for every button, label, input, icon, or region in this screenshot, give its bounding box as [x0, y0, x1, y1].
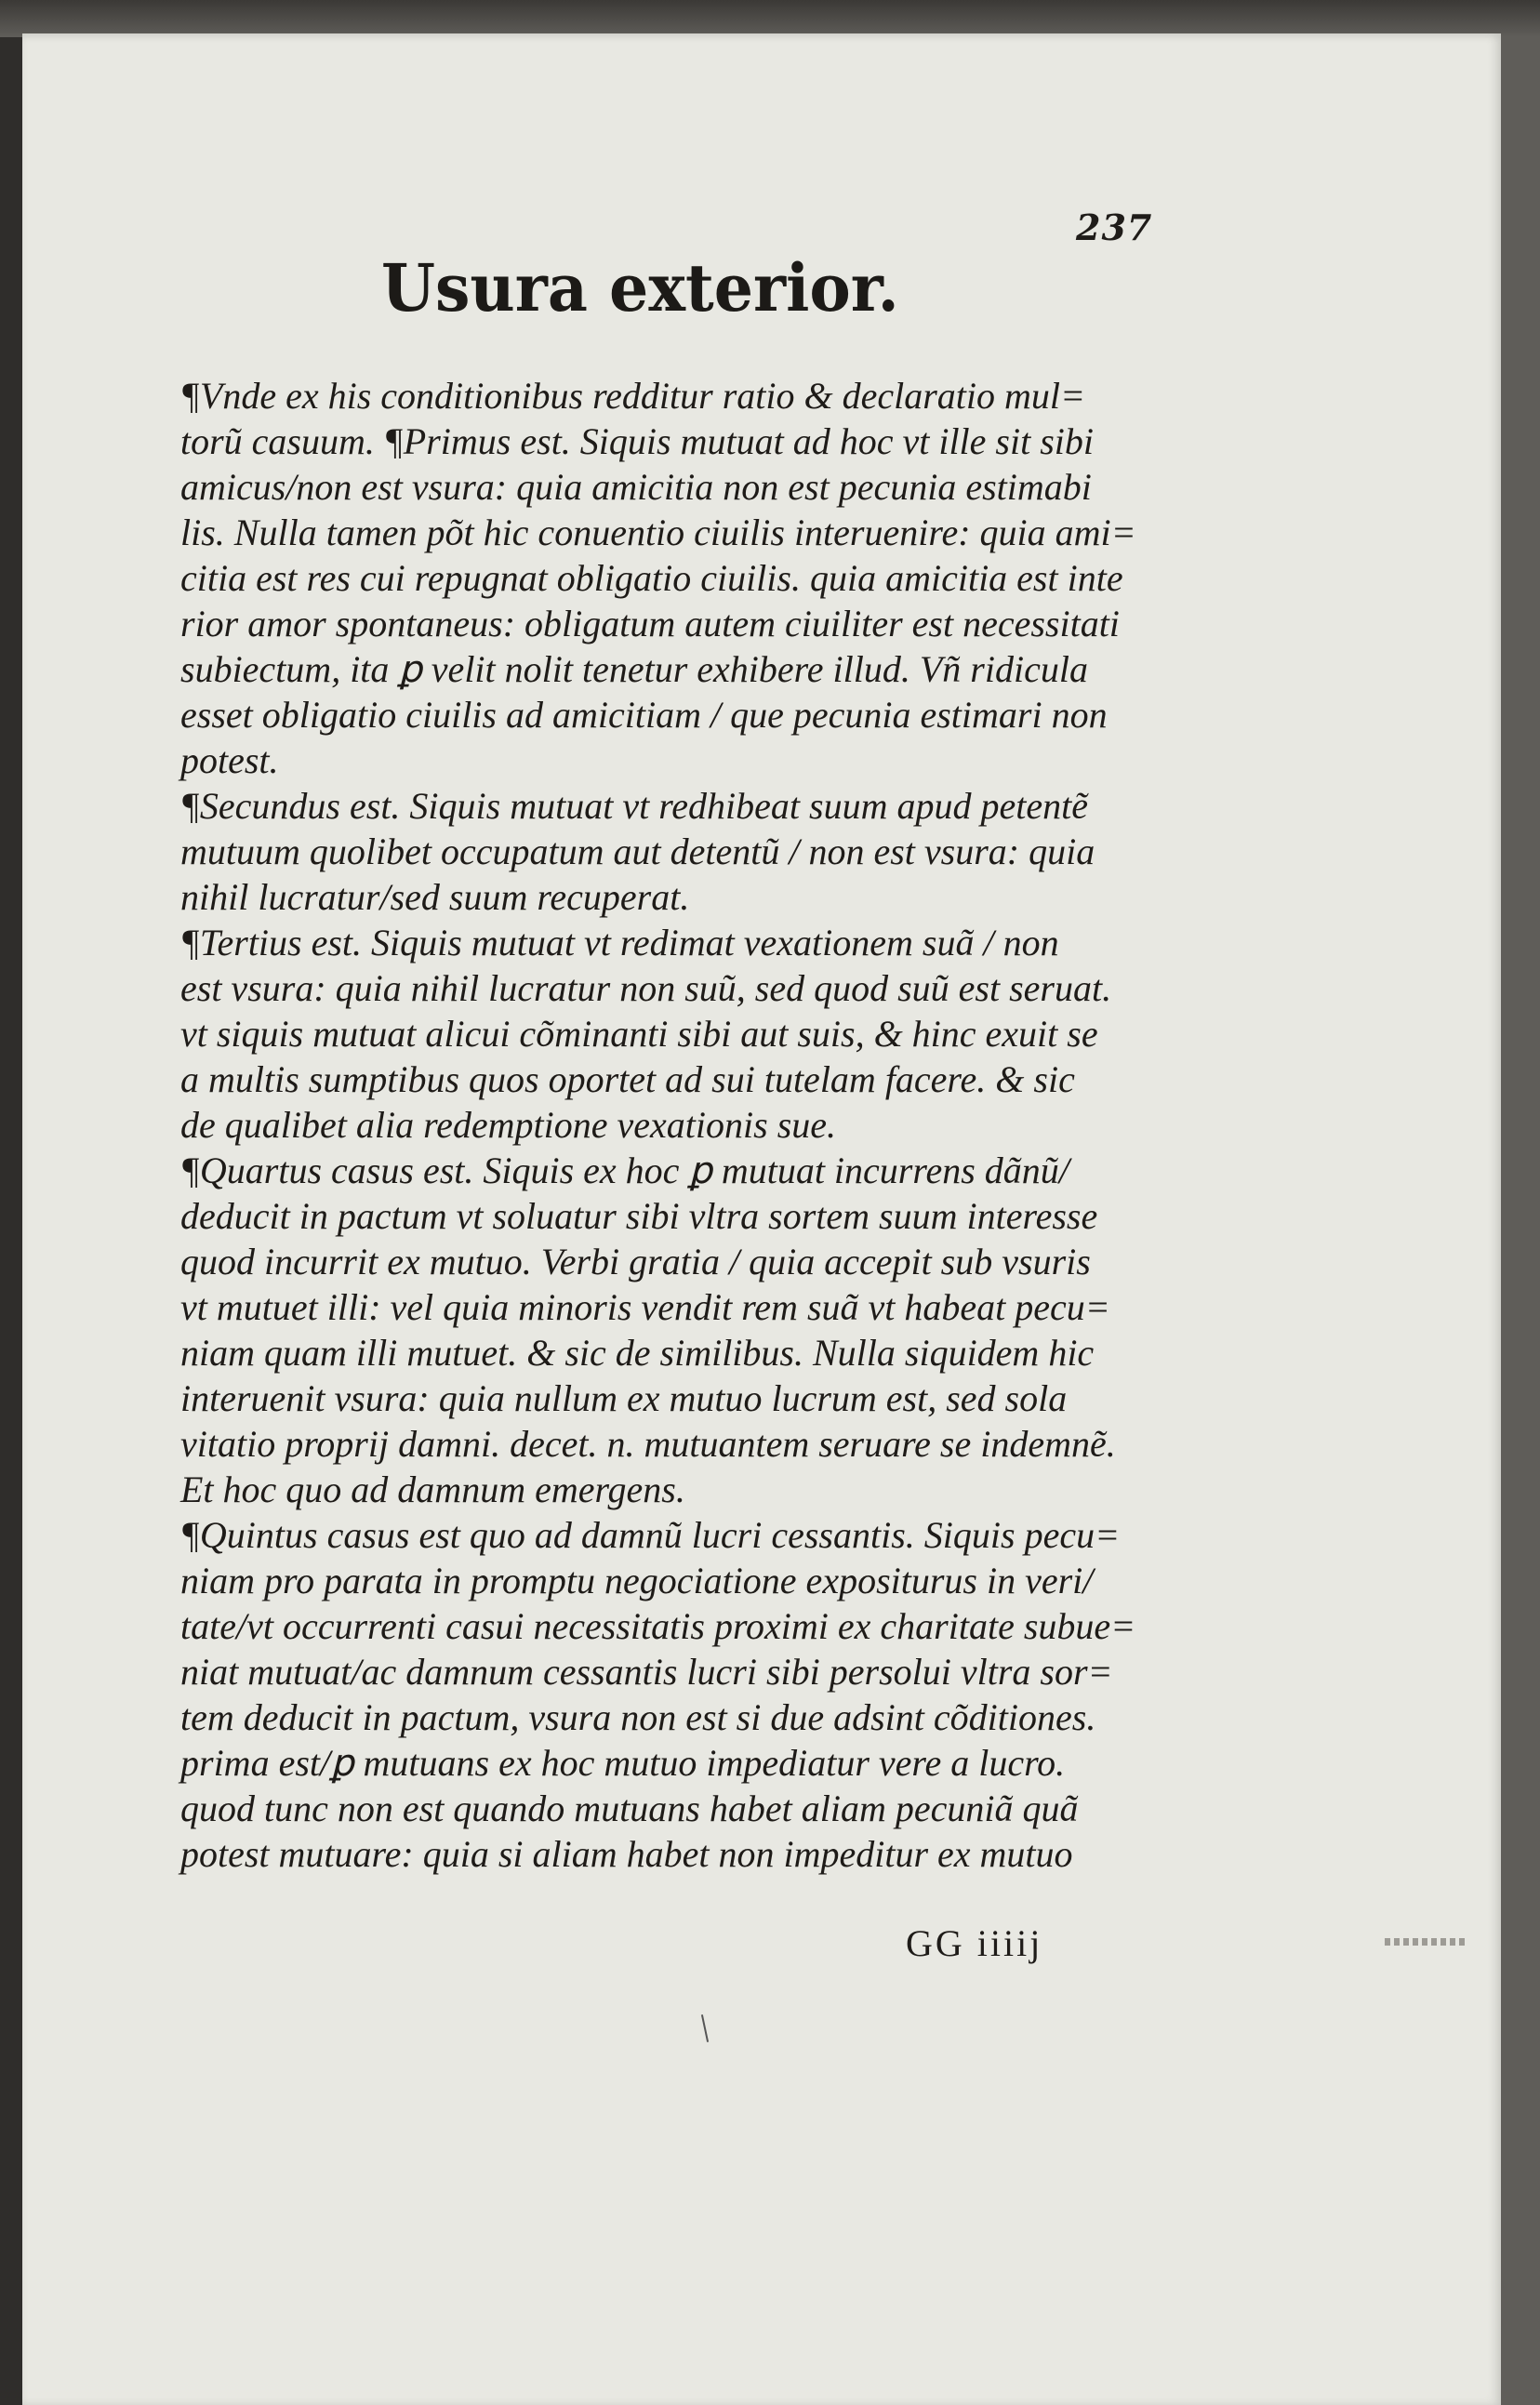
text-line: ¶Vnde ex his conditionibus redditur ratio & declaratio mul=	[180, 375, 1086, 417]
text-line: rior amor spontaneus: obligatum autem ciuiliter est necessitati	[180, 603, 1120, 644]
text-line: vt siquis mutuat alicui cõminanti sibi aut suis, & hinc exuit se	[180, 1013, 1098, 1055]
text-line: potest mutuare: quia si aliam habet non impeditur ex mutuo	[180, 1833, 1073, 1875]
text-block	[180, 373, 1148, 1877]
text-line: mutuum quolibet occupatum aut detentũ / non est vsura: quia	[180, 830, 1095, 872]
text-line: niat mutuat/ac damnum cessantis lucri sibi persolui vltra sor=	[180, 1651, 1113, 1693]
text-line: a multis sumptibus quos oportet ad sui tutelam facere. & sic	[180, 1058, 1075, 1100]
text-line: vitatio proprij damni. decet. n. mutuantem seruare se indemnẽ.	[180, 1423, 1116, 1465]
folio-number: 237	[1076, 206, 1153, 248]
text-line: est vsura: quia nihil lucratur non suũ, sed quod suũ est seruat.	[180, 967, 1112, 1009]
running-head: Usura exterior.	[381, 249, 899, 326]
text-line: ¶Secundus est. Siquis mutuat vt redhibeat suum apud petentẽ	[180, 785, 1088, 827]
text-line: esset obligatio ciuilis ad amicitiam / que pecunia estimari non	[180, 694, 1108, 736]
text-line: interuenit vsura: quia nullum ex mutuo lucrum est, sed sola	[180, 1377, 1068, 1419]
ink-smudge	[1385, 1938, 1468, 1946]
scanner-edge-top	[0, 0, 1540, 37]
text-line: de qualibet alia redemptione vexationis sue.	[180, 1104, 837, 1146]
text-line: lis. Nulla tamen põt hic conuentio ciuilis interuenire: quia ami=	[180, 512, 1136, 553]
text-line: quod incurrit ex mutuo. Verbi gratia / quia accepit sub vsuris	[180, 1241, 1091, 1282]
ink-mark	[701, 2014, 709, 2042]
text-line: nihil lucratur/sed suum recuperat.	[180, 876, 690, 918]
signature-mark: GG iiiij	[906, 1922, 1043, 1964]
text-line: Et hoc quo ad damnum emergens.	[180, 1468, 685, 1510]
text-line: niam quam illi mutuet. & sic de similibus. Nulla siquidem hic	[180, 1332, 1095, 1374]
text-line: torũ casuum. ¶Primus est. Siquis mutuat ad hoc vt ille sit sibi	[180, 420, 1095, 462]
text-line: subiectum, ita ꝑ velit nolit tenetur exhibere illud. Vñ ridicula	[180, 648, 1088, 690]
text-line: ¶Tertius est. Siquis mutuat vt redimat vexationem suã / non	[180, 922, 1059, 963]
text-line: ¶Quintus casus est quo ad damnũ lucri cessantis. Siquis pecu=	[180, 1514, 1121, 1556]
text-line: prima est/ꝑ mutuans ex hoc mutuo impediatur vere a lucro.	[180, 1742, 1066, 1784]
text-line: potest.	[180, 739, 279, 781]
text-line: ¶Quartus casus est. Siquis ex hoc ꝑ mutuat incurrens dãnũ/	[180, 1149, 1069, 1191]
text-line: citia est res cui repugnat obligatio ciuilis. quia amicitia est inte	[180, 557, 1123, 599]
text-line: quod tunc non est quando mutuans habet aliam pecuniã quã	[180, 1787, 1079, 1829]
text-line: tem deducit in pactum, vsura non est si due adsint cõditiones.	[180, 1696, 1096, 1738]
book-page	[22, 33, 1501, 2405]
text-line: niam pro parata in promptu negociatione expositurus in veri/	[180, 1560, 1094, 1601]
text-line: tate/vt occurrenti casui necessitatis proximi ex charitate subue=	[180, 1605, 1136, 1647]
text-line: deducit in pactum vt soluatur sibi vltra sortem suum interesse	[180, 1195, 1098, 1237]
text-line: amicus/non est vsura: quia amicitia non est pecunia estimabi	[180, 466, 1092, 508]
text-line: vt mutuet illi: vel quia minoris vendit rem suã vt habeat pecu=	[180, 1286, 1110, 1328]
